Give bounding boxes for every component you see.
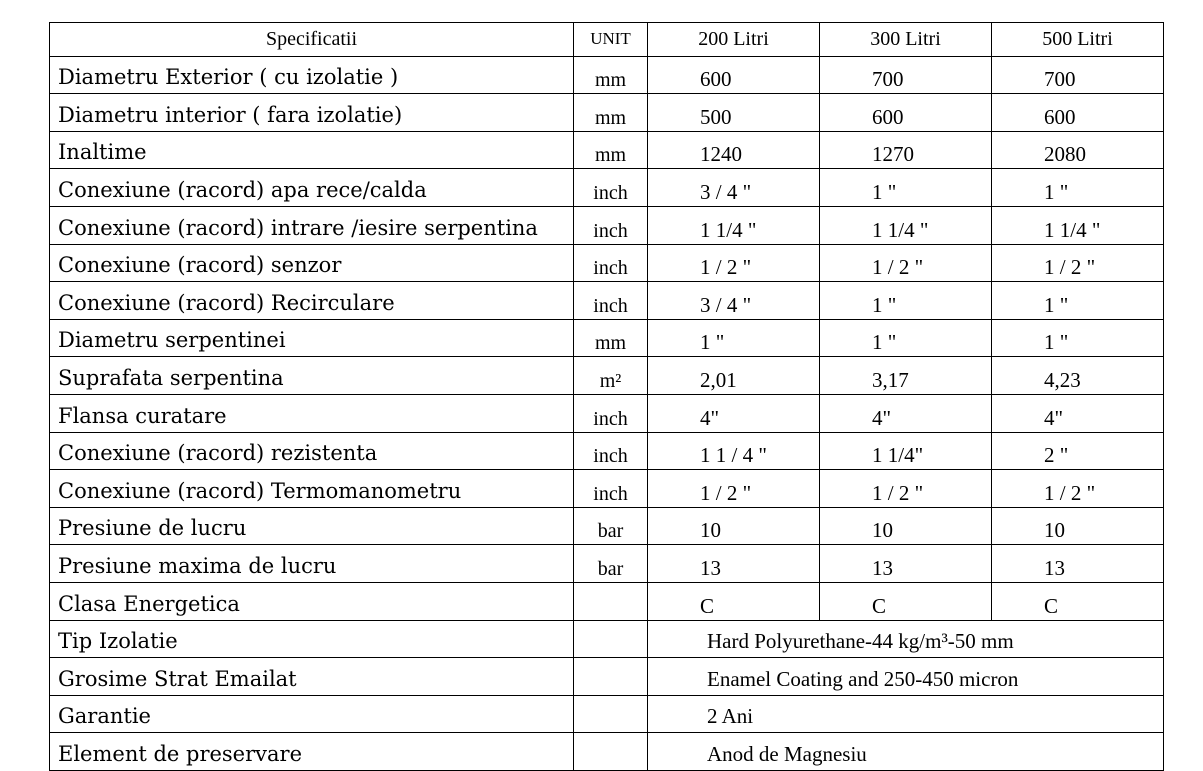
unit-cell: mm (574, 319, 648, 357)
spec-cell: Suprafata serpentina (50, 357, 574, 395)
value-cell: 2,01 (648, 357, 820, 395)
value-cell: 13 (992, 545, 1164, 583)
specifications-table (49, 22, 1164, 771)
spec-cell: Element de preservare (50, 733, 574, 771)
merged-value-cell: 2 Ani (648, 695, 1164, 733)
value-cell: 1 " (992, 319, 1164, 357)
table-row (50, 169, 1164, 207)
value-cell: 2080 (992, 131, 1164, 169)
value-cell: 13 (820, 545, 992, 583)
value-cell: 1 / 2 " (820, 244, 992, 282)
unit-cell: mm (574, 94, 648, 132)
unit-cell: inch (574, 169, 648, 207)
table-body (50, 56, 1164, 770)
value-cell: 1 / 2 " (992, 244, 1164, 282)
value-cell: 10 (992, 507, 1164, 545)
table-row (50, 432, 1164, 470)
unit-cell: mm (574, 131, 648, 169)
spec-cell: Flansa curatare (50, 394, 574, 432)
value-cell: 3 / 4 " (648, 282, 820, 320)
value-cell: 1 1/4 " (648, 206, 820, 244)
value-cell: 10 (648, 507, 820, 545)
value-cell: 10 (820, 507, 992, 545)
value-cell: 2 " (992, 432, 1164, 470)
value-cell: C (820, 582, 992, 620)
unit-cell: mm (574, 56, 648, 94)
spec-cell: Diametru interior ( fara izolatie) (50, 94, 574, 132)
header-unit: UNIT (574, 23, 648, 57)
value-cell: 1 1/4 " (820, 206, 992, 244)
spec-cell: Conexiune (racord) senzor (50, 244, 574, 282)
spec-cell: Inaltime (50, 131, 574, 169)
header-row (50, 23, 1164, 57)
unit-cell: inch (574, 394, 648, 432)
value-cell: 4" (992, 394, 1164, 432)
header-200-litri: 200 Litri (648, 23, 820, 57)
unit-cell: inch (574, 282, 648, 320)
value-cell: C (992, 582, 1164, 620)
spec-cell: Garantie (50, 695, 574, 733)
table-row (50, 582, 1164, 620)
value-cell: 1 " (648, 319, 820, 357)
unit-cell: inch (574, 432, 648, 470)
unit-cell (574, 582, 648, 620)
unit-cell: bar (574, 507, 648, 545)
unit-cell: m² (574, 357, 648, 395)
value-cell: 1 " (820, 319, 992, 357)
spec-cell: Diametru Exterior ( cu izolatie ) (50, 56, 574, 94)
table-row (50, 319, 1164, 357)
spec-cell: Presiune maxima de lucru (50, 545, 574, 583)
value-cell: 700 (992, 56, 1164, 94)
table-row (50, 470, 1164, 508)
spec-cell: Conexiune (racord) intrare /iesire serpentina (50, 206, 574, 244)
value-cell: 4" (648, 394, 820, 432)
table-row (50, 545, 1164, 583)
value-cell: 500 (648, 94, 820, 132)
value-cell: 13 (648, 545, 820, 583)
merged-value-cell: Enamel Coating and 250-450 micron (648, 658, 1164, 696)
table-row (50, 620, 1164, 658)
spec-cell: Conexiune (racord) Recirculare (50, 282, 574, 320)
value-cell: 1 " (992, 169, 1164, 207)
spec-cell: Clasa Energetica (50, 582, 574, 620)
table-row (50, 507, 1164, 545)
table-row (50, 394, 1164, 432)
value-cell: 600 (992, 94, 1164, 132)
table-row (50, 733, 1164, 771)
value-cell: 600 (820, 94, 992, 132)
spec-cell: Conexiune (racord) Termomanometru (50, 470, 574, 508)
value-cell: 1 1/4" (820, 432, 992, 470)
header-500-litri: 500 Litri (992, 23, 1164, 57)
spec-cell: Conexiune (racord) apa rece/calda (50, 169, 574, 207)
spec-cell: Tip Izolatie (50, 620, 574, 658)
header-spec: Specificatii (50, 23, 574, 57)
spec-cell: Presiune de lucru (50, 507, 574, 545)
value-cell: 3,17 (820, 357, 992, 395)
spec-cell: Grosime Strat Emailat (50, 658, 574, 696)
value-cell: 600 (648, 56, 820, 94)
value-cell: 1 / 2 " (648, 244, 820, 282)
unit-cell: inch (574, 244, 648, 282)
merged-value-cell: Hard Polyurethane-44 kg/m³-50 mm (648, 620, 1164, 658)
unit-cell: bar (574, 545, 648, 583)
value-cell: 1 1 / 4 " (648, 432, 820, 470)
value-cell: C (648, 582, 820, 620)
unit-cell (574, 620, 648, 658)
value-cell: 1 " (992, 282, 1164, 320)
value-cell: 1 / 2 " (820, 470, 992, 508)
unit-cell (574, 695, 648, 733)
value-cell: 1 / 2 " (648, 470, 820, 508)
header-300-litri: 300 Litri (820, 23, 992, 57)
value-cell: 1270 (820, 131, 992, 169)
table-row (50, 56, 1164, 94)
table-row (50, 244, 1164, 282)
value-cell: 1 " (820, 282, 992, 320)
value-cell: 3 / 4 " (648, 169, 820, 207)
unit-cell (574, 733, 648, 771)
value-cell: 1240 (648, 131, 820, 169)
table-row (50, 94, 1164, 132)
table-row (50, 131, 1164, 169)
value-cell: 4,23 (992, 357, 1164, 395)
table-row (50, 282, 1164, 320)
value-cell: 1 / 2 " (992, 470, 1164, 508)
value-cell: 1 " (820, 169, 992, 207)
value-cell: 1 1/4 " (992, 206, 1164, 244)
value-cell: 4" (820, 394, 992, 432)
table-row (50, 695, 1164, 733)
unit-cell: inch (574, 206, 648, 244)
merged-value-cell: Anod de Magnesiu (648, 733, 1164, 771)
unit-cell (574, 658, 648, 696)
table-row (50, 357, 1164, 395)
spec-cell: Diametru serpentinei (50, 319, 574, 357)
table-row (50, 658, 1164, 696)
spec-cell: Conexiune (racord) rezistenta (50, 432, 574, 470)
unit-cell: inch (574, 470, 648, 508)
table-row (50, 206, 1164, 244)
value-cell: 700 (820, 56, 992, 94)
